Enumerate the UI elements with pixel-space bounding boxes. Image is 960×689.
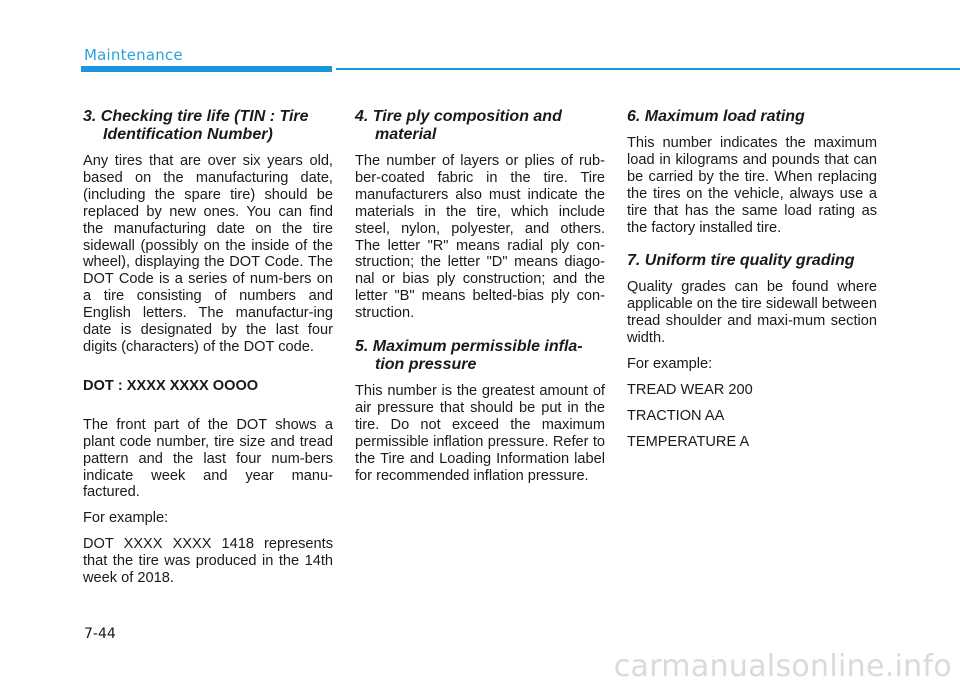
tire-life-paragraph: Any tires that are over six years old, based on the manufacturing date, (including the spare tire) should be replaced by new ones. You can find the manufacturing date on the tire sidewall (possibly on the inside of the wheel), displaying the DOT Code. The DOT Code is a series of num-bers on a tire consisting of numbers and English letters. The manufactur-ing date is designated by the last four digits (characters) of the DOT code. (83, 153, 333, 355)
quality-grading-paragraph: Quality grades can be found where applicable on the tire sidewall between tread shoulder and maxi-mum section width. (627, 279, 877, 347)
example-label: For example: (83, 510, 169, 527)
page-number: 7-44 (84, 626, 116, 642)
heading-ply-composition: 4. Tire ply composition and material (355, 108, 562, 143)
header-rule-thin (336, 68, 960, 70)
column-left (83, 108, 333, 596)
heading-load-rating: 6. Maximum load rating (627, 108, 805, 125)
load-rating-paragraph: This number indicates the maximum load in kilograms and pounds that can be carried by the tire. When replacing the tires on the vehicle, always use a tire that has the same load rating as the factory installed tire. (627, 135, 877, 236)
heading-quality-grading: 7. Uniform tire quality grading (627, 252, 855, 270)
dot-code-line: DOT : XXXX XXXX OOOO (83, 377, 259, 394)
heading-inflation-pressure: 5. Maximum permissible infla-tion pressure (355, 338, 583, 374)
dot-explanation-paragraph: The front part of the DOT shows a plant code number, tire size and tread pattern and the last four num-bers indicate week and year manu-factured. (83, 416, 333, 501)
grade-temperature: TEMPERATURE A (627, 433, 750, 450)
heading-tire-life: 3. Checking tire life (TIN : Tire Identification Number) (83, 108, 309, 143)
column-right (627, 108, 877, 460)
inflation-pressure-paragraph: This number is the greatest amount of air pressure that should be put in the tire. Do not exceed the maximum permissible inflation pressure. Refer to the Tire and Loading Information label for recommended inflation pressure. (355, 383, 605, 484)
ply-composition-paragraph: The number of layers or plies of rub-ber-coated fabric in the tire. Tire manufacturers also must indicate the materials in the tire, which include steel, nylon, polyester, and others. The letter "R" means radial ply con-struction; the letter "D" means diago-nal or bias ply construction; and the letter "B" means belted-bias ply con-struction. (355, 153, 605, 322)
dot-example-text: DOT XXXX XXXX 1418 represents that the tire was produced in the 14th week of 2018. (83, 536, 333, 587)
grade-tread-wear: TREAD WEAR 200 (627, 381, 753, 398)
example-label: For example: (627, 356, 713, 373)
section-label: Maintenance (84, 46, 183, 64)
watermark: carmanualsonline.info (613, 649, 952, 684)
grade-traction: TRACTION AA (627, 407, 725, 424)
column-middle (355, 108, 605, 494)
header-rule-thick (81, 66, 332, 72)
